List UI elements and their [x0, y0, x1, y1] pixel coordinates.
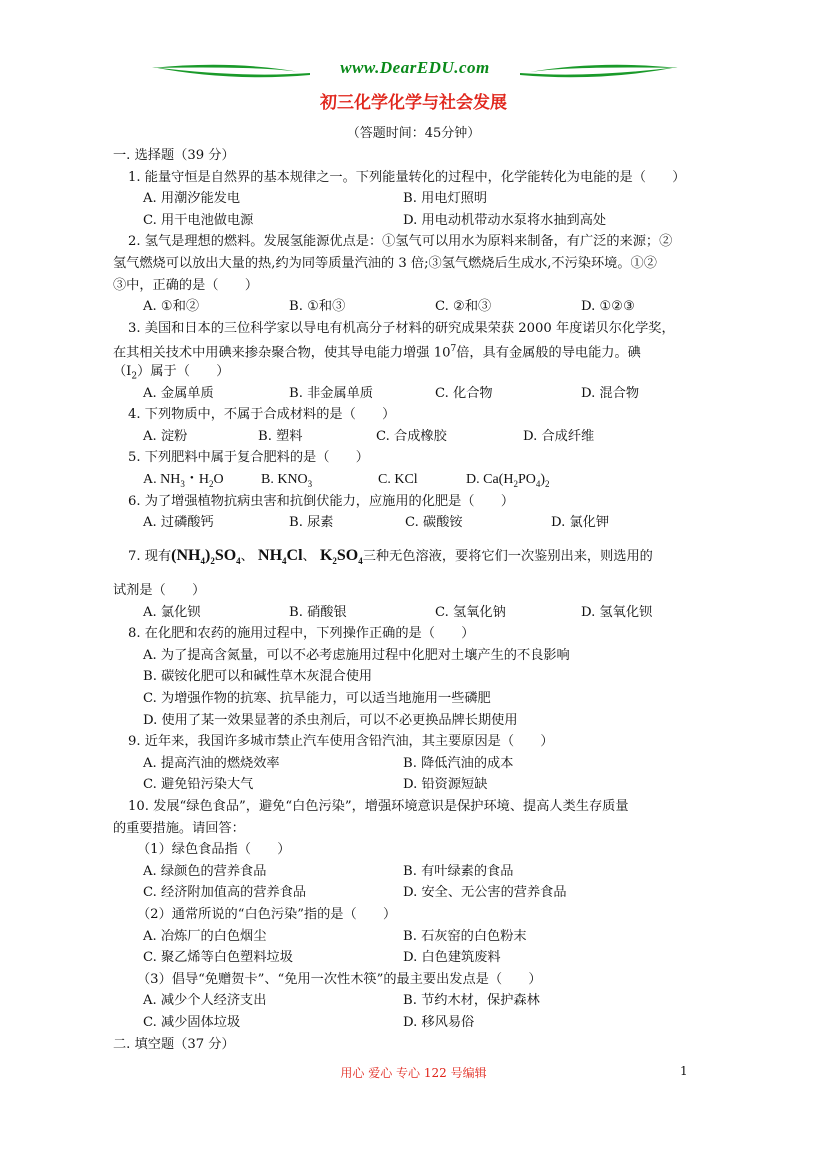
page-footer: 用心 爱心 专心 122 号编辑	[340, 1066, 487, 1080]
question-stem: 3. 美国和日本的三位科学家以导电有机高分子材料的研究成果荣获 2000 年度诺贝尔化学奖，	[128, 320, 675, 336]
option: A. 减少个人经济支出	[143, 993, 267, 1009]
option: C. KCl	[378, 471, 418, 487]
option: C. 为增强作物的抗寒、抗旱能力，可以适当地施用一些磷肥	[143, 691, 491, 707]
question-stem-line	[113, 339, 743, 361]
question-stem	[113, 534, 743, 578]
option: D. 铅资源短缺	[403, 777, 488, 793]
option: B. 用电灯照明	[403, 191, 488, 207]
text: 三种无色溶液，要将它们一次鉴别出来，则选用的	[362, 548, 653, 564]
text: SO	[336, 546, 359, 564]
subscript: 2	[545, 478, 550, 489]
text: PO	[517, 471, 536, 487]
option: C. 经济附加值高的营养食品	[143, 885, 307, 901]
formula-potassium-sulfate	[320, 547, 363, 564]
options-row	[113, 1012, 743, 1034]
option: A. 金属单质	[143, 385, 214, 401]
option: D. 白色建筑废料	[403, 950, 501, 966]
option: B. 碳铵化肥可以和碱性草木灰混合使用	[143, 669, 373, 685]
question-stem: 6. 为了增强植物抗病虫害和抗倒伏能力，应施用的化肥是（ ）	[128, 493, 515, 509]
question-stem: 5. 下列肥料中属于复合肥料的是（ ）	[128, 450, 369, 466]
option: D. 氯化钾	[551, 515, 610, 531]
option: D. 合成纤维	[523, 428, 595, 444]
page-title: 初三化学化学与社会发展	[320, 93, 507, 113]
options-row	[113, 861, 743, 883]
options-row	[113, 602, 743, 624]
exam-content	[113, 145, 743, 1055]
subscript: 3	[307, 478, 313, 489]
options-row	[113, 882, 743, 904]
option: A. ①和②	[143, 299, 200, 315]
question-stem-line: 的重要措施。请回答：	[113, 820, 245, 836]
separator: 、	[302, 548, 316, 564]
text: K	[319, 546, 333, 564]
option: D. 混合物	[581, 385, 640, 401]
exponent: 7	[450, 344, 457, 355]
options-row	[113, 469, 743, 491]
text: D. Ca(H	[466, 471, 514, 487]
option	[466, 469, 550, 491]
option: B. 节约木材，保护森林	[403, 993, 540, 1009]
question-stem-line: 试剂是（ ）	[113, 582, 206, 598]
option: D. 用电动机带动水泵将水抽到高处	[403, 212, 607, 228]
options-row	[113, 426, 743, 448]
subscript: 4	[236, 555, 241, 566]
option: C. 合成橡胶	[376, 428, 447, 444]
text: ・H	[184, 471, 209, 487]
option: D. 安全、无公害的营养食品	[403, 885, 567, 901]
subscript: 2	[210, 555, 215, 566]
option: B. 硝酸银	[289, 604, 347, 620]
option: C. 用干电池做电源	[143, 212, 254, 228]
subscript: 2	[513, 478, 518, 489]
option: A. 冶炼厂的白色烟尘	[143, 928, 267, 944]
option: C. 避免铅污染大气	[143, 777, 254, 793]
question-stem: 8. 在化肥和农药的施用过程中，下列操作正确的是（ ）	[128, 626, 475, 642]
text: B. KNO	[261, 471, 308, 487]
options-row	[113, 774, 743, 796]
subscript: 2	[332, 555, 337, 566]
option	[261, 469, 378, 491]
question-stem: 1. 能量守恒是自然界的基本规律之一。下列能量转化的过程中，化学能转化为电能的是（ ）	[128, 169, 686, 185]
sub-question: （3）倡导“免赠贺卡”、“免用一次性木筷”的最主要出发点是（ ）	[137, 971, 542, 987]
option: D. ①②③	[581, 299, 635, 315]
question-stem: 10. 发展“绿色食品”，避免“白色污染”，增强环境意识是保护环境、提高人类生存质量	[128, 799, 629, 815]
option: D. 氢氧化钡	[581, 604, 653, 620]
text: )	[204, 546, 211, 564]
option: B. 降低汽油的成本	[403, 755, 514, 771]
site-url: www.DearEDU.com	[340, 58, 490, 77]
text: 7. 现有	[128, 548, 172, 564]
text: (NH	[171, 546, 201, 564]
options-row	[113, 210, 743, 232]
option: B. ①和③	[289, 299, 346, 315]
page-number: 1	[680, 1064, 688, 1078]
option: C. 聚乙烯等白色塑料垃圾	[143, 950, 293, 966]
option: B. 非金属单质	[289, 385, 374, 401]
option: B. 有叶绿素的食品	[403, 863, 514, 879]
text: A. NH	[143, 471, 181, 487]
question-stem-line	[113, 361, 743, 383]
section-heading: 二. 填空题（37 分）	[113, 1036, 235, 1052]
subscript: 2	[131, 371, 138, 382]
option: A. 淀粉	[143, 428, 188, 444]
options-row	[113, 947, 743, 969]
subscript: 4	[358, 555, 363, 566]
option: C. 碳酸铵	[405, 515, 463, 531]
question-stem: 9. 近年来，我国许多城市禁止汽车使用含铅汽油，其主要原因是（ ）	[128, 734, 554, 750]
option: A. 过磷酸钙	[143, 515, 214, 531]
options-row	[113, 990, 743, 1012]
subscript: 4	[200, 555, 205, 566]
sub-question: （2）通常所说的“白色污染”指的是（ ）	[137, 907, 397, 922]
option: C. 减少固体垃圾	[143, 1014, 241, 1030]
option: A. 绿颜色的营养食品	[143, 863, 267, 879]
text: )	[540, 471, 546, 487]
separator: 、	[240, 548, 254, 564]
options-row	[113, 188, 743, 210]
question-stem-line: ③中，正确的是（ ）	[113, 277, 259, 293]
subscript: 2	[208, 478, 214, 489]
text: NH	[258, 546, 283, 564]
option: A. 提高汽油的燃烧效率	[143, 755, 280, 771]
option: D. 使用了某一效果显著的杀虫剂后，可以不必更换品牌长期使用	[143, 712, 518, 728]
options-row	[113, 753, 743, 775]
question-stem: 4. 下列物质中，不属于合成材料的是（ ）	[128, 407, 396, 423]
option: D. 移风易俗	[403, 1014, 475, 1030]
subscript: 4	[282, 555, 287, 566]
text: Cl	[286, 546, 303, 564]
subscript: 3	[180, 478, 185, 489]
text: ）属于（ ）	[137, 363, 230, 379]
text: （I	[113, 363, 132, 379]
option: C. 氢氧化钠	[435, 604, 506, 620]
options-row	[113, 512, 743, 534]
option: B. 尿素	[289, 515, 334, 531]
text: O	[213, 471, 224, 487]
option: C. 化合物	[435, 385, 493, 401]
site-banner	[150, 56, 680, 86]
time-note: （答题时间：45分钟）	[346, 126, 481, 141]
subscript: 4	[535, 478, 541, 489]
option: B. 石灰窑的白色粉末	[403, 928, 527, 944]
question-stem: 2. 氢气是理想的燃料。发展氢能源优点是：①氢气可以用水为原料来制备，有广泛的来源；②	[128, 234, 673, 250]
option: C. ②和③	[435, 299, 492, 315]
options-row	[113, 296, 743, 318]
option: A. 用潮汐能发电	[143, 191, 241, 207]
option: A. 为了提高含氮量，可以不必考虑施用过程中化肥对土壤产生的不良影响	[143, 647, 570, 663]
formula-ammonium-sulfate	[171, 547, 241, 564]
text: SO	[214, 546, 237, 564]
text: 倍，具有金属般的导电能力。碘	[456, 345, 641, 361]
sub-question: （1）绿色食品指（ ）	[137, 842, 291, 858]
option: B. 塑料	[258, 428, 303, 444]
option: A. 氯化钡	[143, 604, 201, 620]
options-row	[113, 383, 743, 405]
options-row	[113, 926, 743, 948]
text: 在其相关技术中用碘来掺杂聚合物，使其导电能力增强 10	[113, 345, 451, 361]
section-heading: 一. 选择题（39 分）	[113, 148, 235, 163]
option	[143, 469, 261, 491]
question-stem-line: 氢气燃烧可以放出大量的热,约为同等质量汽油的 3 倍;③氢气燃烧后生成水,不污染环境。①②	[113, 255, 657, 271]
formula-ammonium-chloride	[258, 547, 303, 564]
